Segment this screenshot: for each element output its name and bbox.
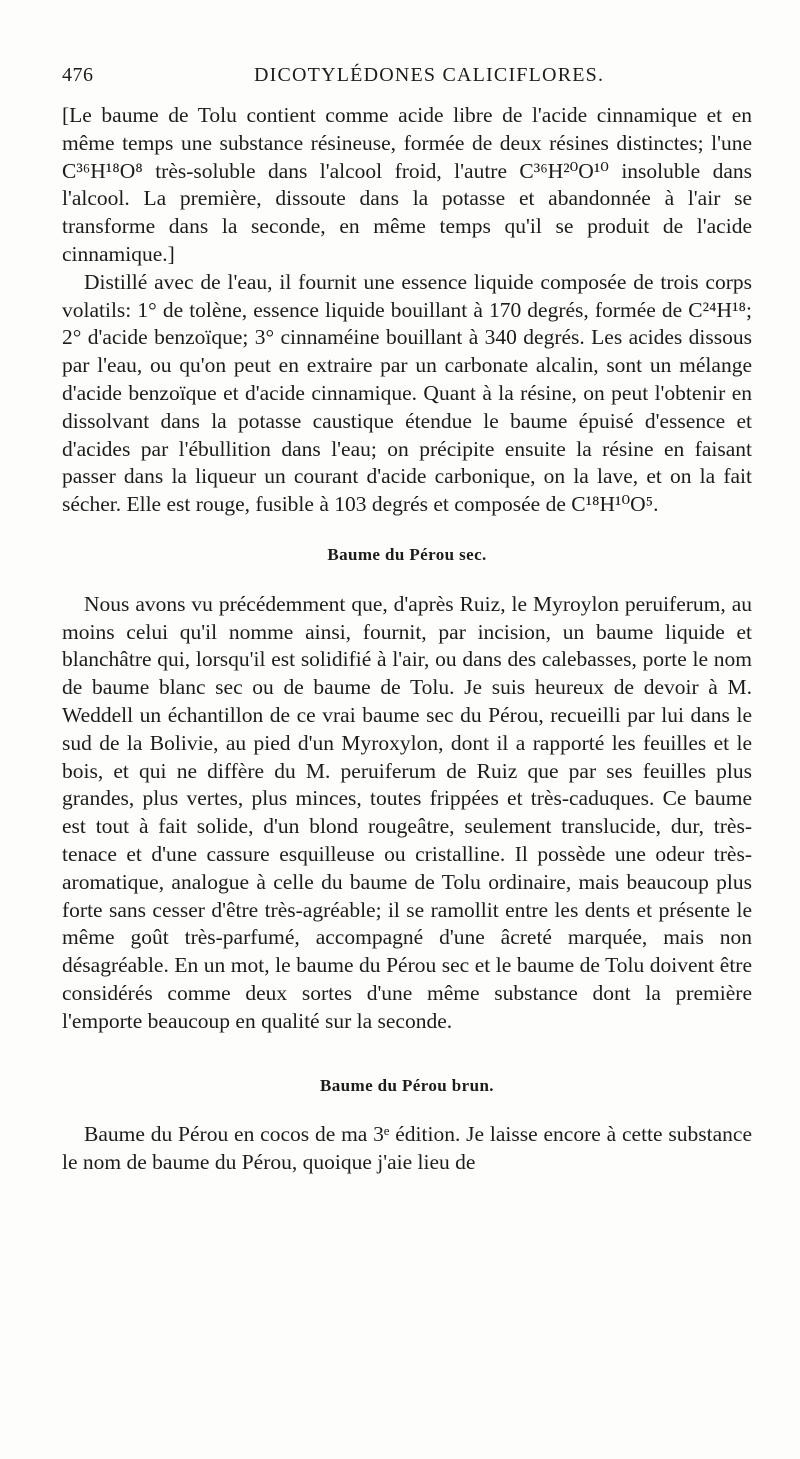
- paragraph-tolu-composition: [Le baume de Tolu contient comme acide libre de l'acide cinnamique et en même temps une substance résineuse, formée de deux résines distinctes; l'une C³⁶H¹⁸O⁸ très-soluble dans l'alcool froid, l'autre C³⁶H²⁰O¹⁰ insoluble dans l'alcool. La première, dissoute dans la potasse et abandonnée à l'air se transforme dans la seconde, en même temps qu'il se produit de l'acide cinnamique.]: [62, 103, 752, 266]
- paragraph-baume-sec: Nous avons vu précédemment que, d'après Ruiz, le Myroylon peruiferum, au moins celui qu'il nomme ainsi, fournit, par incision, un baume liquide et blanchâtre qui, lorsqu'il est solidifié à l'air, ou dans des calebasses, porte le nom de baume blanc sec ou de baume de Tolu. Je suis heureux de devoir à M. Weddell un échantillon de ce vrai baume sec du Pérou, recueilli par lui dans le sud de la Bolivie, au pied d'un Myroxylon, dont il a rapporté les feuilles et le bois, et qui ne diffère du M. peruiferum de Ruiz que par ses feuilles plus grandes, plus vertes, plus minces, toutes frippées et très-caduques. Ce baume est tout à fait solide, d'un blond rougeâtre, seulement translucide, dur, très-tenace et d'une cassure esquilleuse ou cristalline. Il possède une odeur très-aromatique, analogue à celle du baume de Tolu ordinaire, mais beaucoup plus forte sans cesser d'être très-agréable; il se ramollit entre les dents et présente le même goût très-parfumé, accompagné d'une âcreté marquée, mais non désagréable. En un mot, le baume du Pérou sec et le baume de Tolu doivent être considérés comme deux sortes d'une même substance dont la première l'emporte beaucoup en qualité sur la seconde.: [62, 591, 752, 1033]
- body-text: [62, 102, 752, 1177]
- page-header: [62, 64, 762, 94]
- paragraph-distillation: Distillé avec de l'eau, il fournit une essence liquide composée de trois corps volatils: 1° de tolène, essence liquide bouillant à 170 degrés, formée de C²⁴H¹⁸; 2° d'acide benzoïque; 3° cinnaméine bouillant à 340 degrés. Les acides dissous par l'eau, ou qu'on peut en extraire par un carbonate alcalin, sont un mélange d'acide benzoïque et d'acide cinnamique. Quant à la résine, on peut l'obtenir en dissolvant dans la potasse caustique étendue le baume épuisé d'essence et d'acides par l'ébullition dans l'eau; on précipite ensuite la résine en faisant passer dans la liqueur un courant d'acide carbonique, on la lave, et on la fait sécher. Elle est rouge, fusible à 103 degrés et composée de C¹⁸H¹⁰O⁵.: [62, 269, 752, 517]
- paragraph-baume-brun: Baume du Pérou en cocos de ma 3ᵉ édition. Je laisse encore à cette substance le nom de baume du Pérou, quoique j'aie lieu de: [62, 1122, 752, 1175]
- section-heading-baume-perou-brun: Baume du Pérou brun.: [320, 1075, 494, 1095]
- section-heading-baume-perou-sec: Baume du Pérou sec.: [327, 544, 487, 564]
- running-title: DICOTYLÉDONES CALICIFLORES.: [254, 64, 605, 86]
- page-number: 476: [62, 64, 94, 86]
